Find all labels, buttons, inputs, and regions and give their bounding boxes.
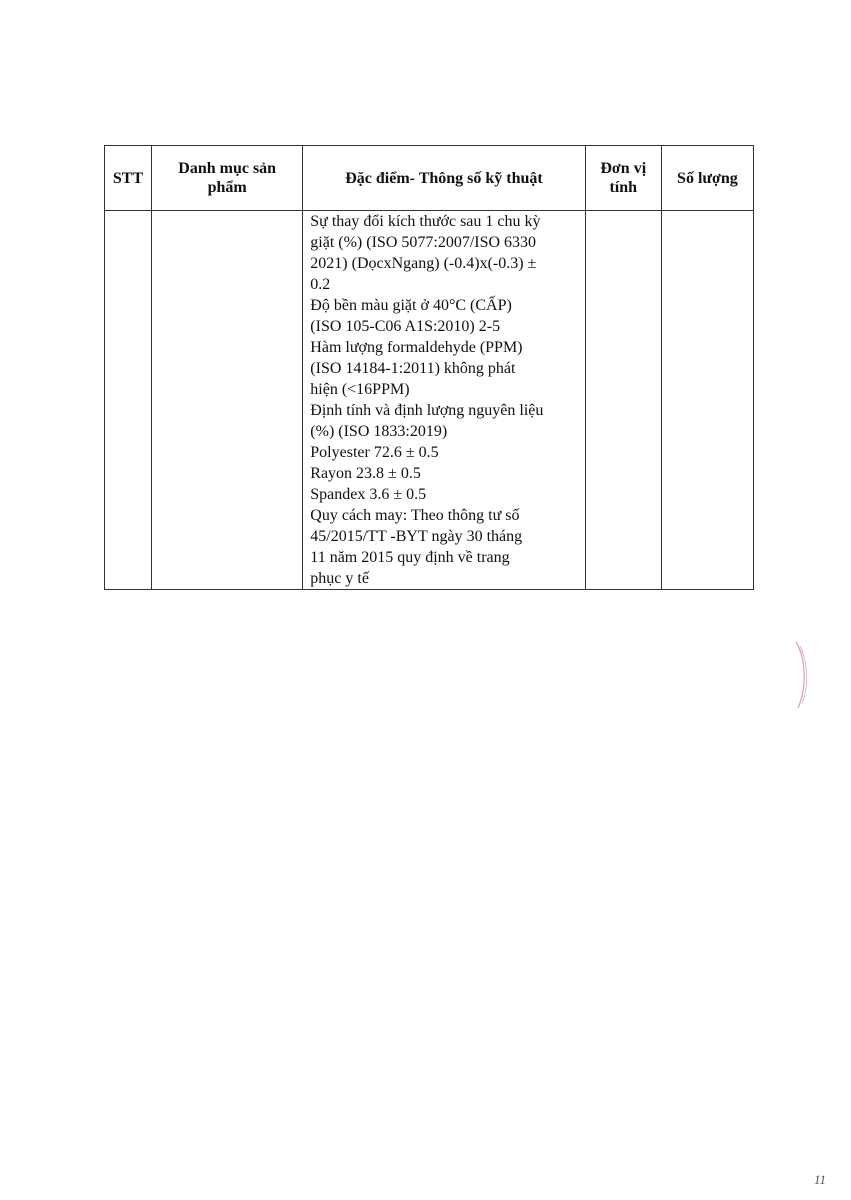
cell-unit [585,211,661,590]
header-unit-label-line2: tính [609,179,638,196]
spec-line: 0.2 [310,276,331,293]
spec-line: Rayon 23.8 ± 0.5 [310,465,421,482]
header-quantity [661,146,753,211]
spec-line: Sự thay đổi kích thước sau 1 chu kỳ [310,213,541,230]
spec-line: (%) (ISO 1833:2019) [310,423,448,440]
table-header-row [105,146,754,211]
spec-line: 45/2015/TT -BYT ngày 30 tháng [310,528,523,545]
spec-line: Định tính và định lượng nguyên liệu [310,402,544,419]
cell-stt [105,211,152,590]
spec-line: (ISO 14184-1:2011) không phát [310,360,516,377]
header-unit [585,146,661,211]
specification-table [104,145,754,590]
header-product-label-line2: phẩm [207,179,247,196]
spec-line: 2021) (DọcxNgang) (-0.4)x(-0.3) ± [310,255,537,272]
spec-line: Độ bền màu giặt ở 40°C (CẤP) [310,297,512,314]
spec-line: (ISO 105-C06 A1S:2010) 2-5 [310,318,501,335]
cell-product [152,211,303,590]
spec-line: 11 năm 2015 quy định về trang [310,549,510,566]
header-spec-label: Đặc điểm- Thông số kỹ thuật [345,169,543,187]
header-specification [303,146,585,211]
spec-line: Hàm lượng formaldehyde (PPM) [310,339,523,356]
header-product-label-line1: Danh mục sản [178,160,277,177]
spec-line: giặt (%) (ISO 5077:2007/ISO 6330 [310,234,537,251]
header-quantity-label: Số lượng [677,169,738,187]
margin-pen-mark [792,640,812,710]
specification-text [303,211,584,589]
spec-line: Polyester 72.6 ± 0.5 [310,444,439,461]
spec-line: Spandex 3.6 ± 0.5 [310,486,427,503]
cell-specification [303,211,585,590]
spec-line: Quy cách may: Theo thông tư số [310,507,520,524]
table-row [105,211,754,590]
header-stt-label: STT [112,169,144,187]
header-product-category [152,146,303,211]
header-stt [105,146,152,211]
header-unit-label-line1: Đơn vị [600,160,647,177]
page-number: 11 [814,1172,827,1187]
spec-line: hiện (<16PPM) [310,381,410,398]
spec-line: phục y tế [310,570,369,587]
cell-quantity [661,211,753,590]
